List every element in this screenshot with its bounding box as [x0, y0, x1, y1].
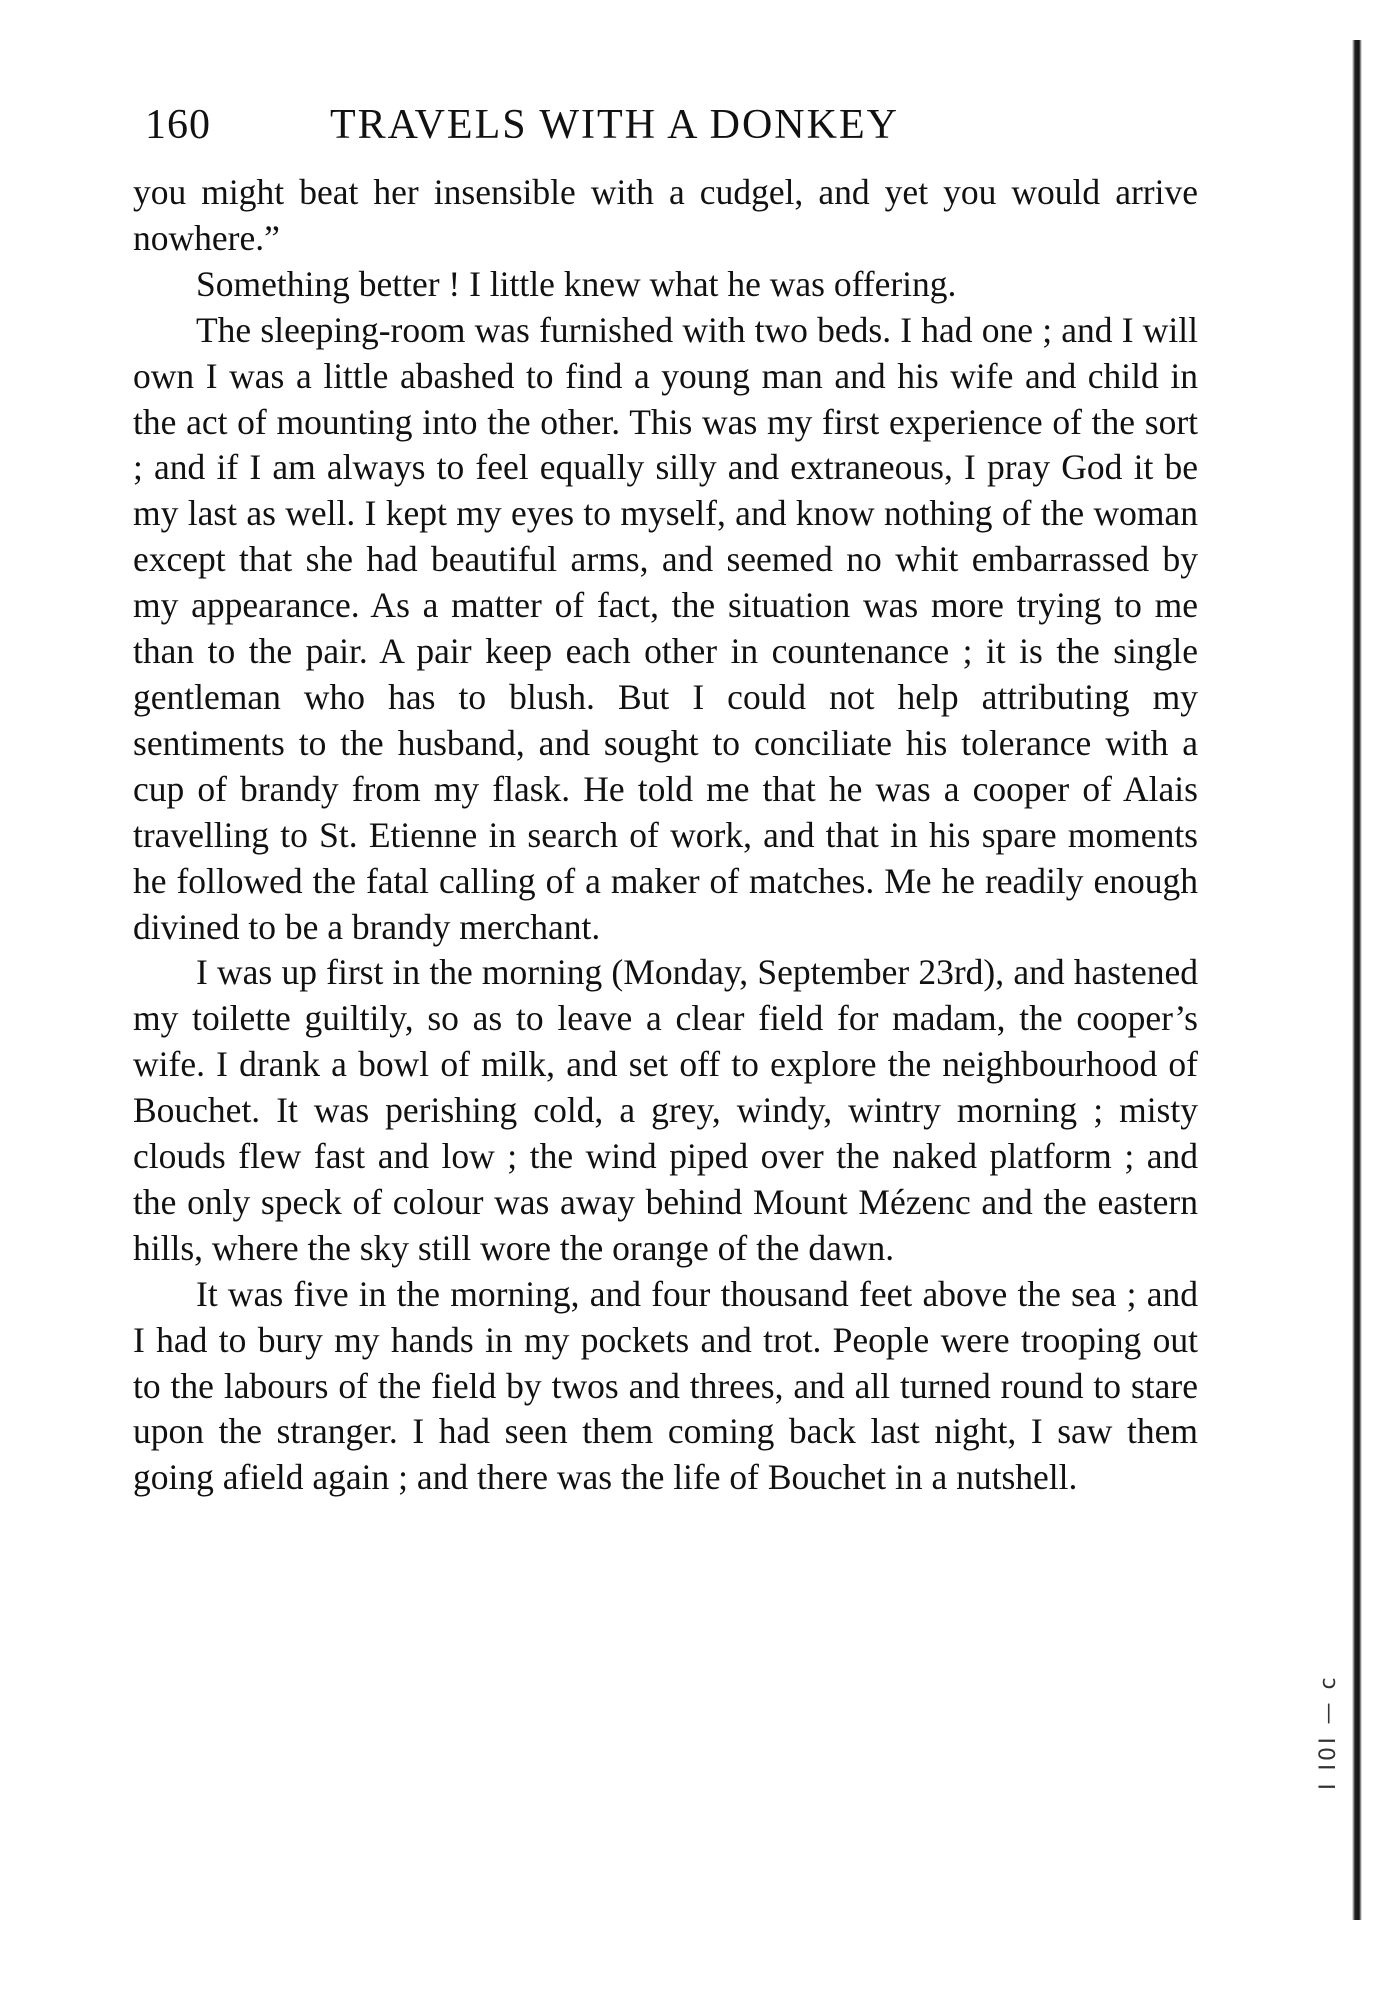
paragraph-1: you might beat her insensible with a cudgel, and yet you would arrive nowhere.” — [133, 172, 1198, 258]
running-title: TRAVELS WITH A DONKEY — [330, 102, 899, 148]
paragraph-5: It was five in the morning, and four thousand feet above the sea ; and I had to bury my hands in my pockets and trot. People were trooping out to the labours of the field by twos and threes, and all turned round to stare upon the stranger. I had seen them coming back last night, I saw them going afield again ; and there was the life of Bouchet in a nutshell. — [133, 1273, 1198, 1498]
binding-edge — [1352, 40, 1362, 1920]
page-number: 160 — [145, 102, 211, 148]
margin-note: I I0I — c — [1316, 1674, 1341, 1790]
paragraph-4: I was up first in the morning (Monday, September 23rd), and hastened my toilette guiltily, so as to leave a clear field for madam, the cooper’s wife. I drank a bowl of milk, and set off to explore the neighbourhood of Bouchet. It was perishing cold, a grey, windy, wintry morning ; misty clouds flew fast and low ; the wind piped over the naked platform ; and the only speck of colour was away behind Mount Mézenc and the eastern hills, where the sky still wore the orange of the dawn. — [133, 952, 1198, 1268]
page-header — [145, 95, 1195, 155]
body-text — [133, 170, 1198, 1501]
paragraph-3: The sleeping-room was furnished with two beds. I had one ; and I will own I was a little abashed to find a young man and his wife and child in the act of mounting into the other. This was my first experience of the sort ; and if I am always to feel equally silly and extraneous, I pray God it be my last as well. I kept my eyes to myself, and know nothing of the woman except that she had beautiful arms, and seemed no whit embarrassed by my appearance. As a matter of fact, the situation was more trying to me than to the pair. A pair keep each other in countenance ; it is the single gentleman who has to blush. But I could not help attributing my sentiments to the husband, and sought to conciliate his tolerance with a cup of brandy from my flask. He told me that he was a cooper of Alais travelling to St. Etienne in search of work, and that in his spare moments he followed the fatal calling of a maker of matches. Me he readily enough divined to be a brandy merchant. — [133, 309, 1198, 947]
paragraph-2: Something better ! I little knew what he was offering. — [196, 263, 957, 304]
